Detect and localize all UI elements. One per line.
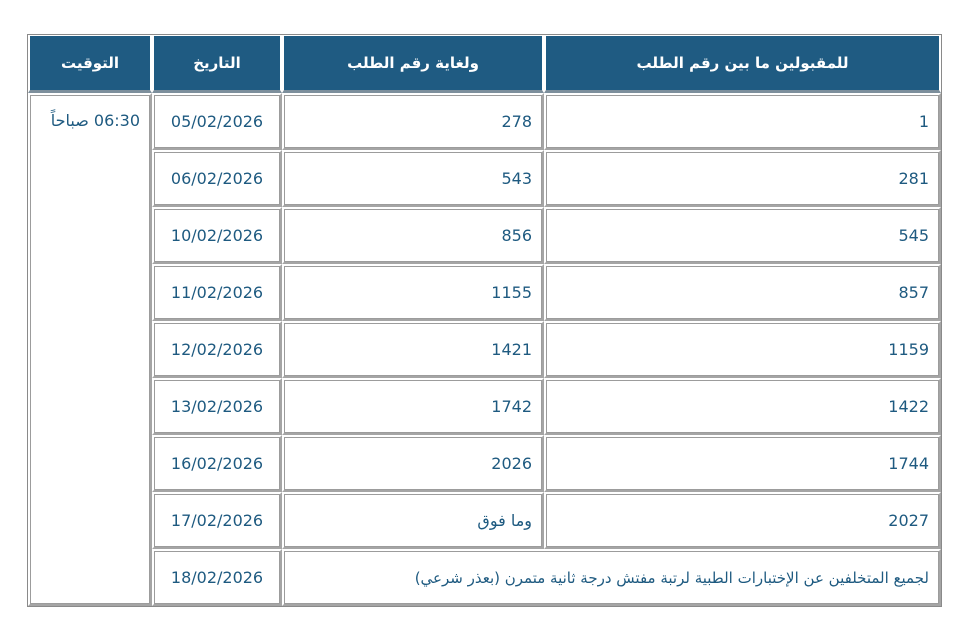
cell-date: 18/02/2026: [152, 549, 282, 606]
header-time: التوقيت: [28, 35, 152, 93]
cell-date: 12/02/2026: [152, 321, 282, 378]
cell-to: 1421: [282, 321, 544, 378]
cell-date: 05/02/2026: [152, 93, 282, 150]
schedule-table: [27, 34, 942, 607]
cell-from: 281: [544, 150, 941, 207]
cell-to: 1155: [282, 264, 544, 321]
cell-date: 10/02/2026: [152, 207, 282, 264]
cell-from: 1422: [544, 378, 941, 435]
cell-from: 2027: [544, 492, 941, 549]
cell-to: وما فوق: [282, 492, 544, 549]
cell-from: 1: [544, 93, 941, 150]
table-row: [28, 264, 941, 321]
cell-note: لجميع المتخلفين عن الإختبارات الطبية لرتبة مفتش درجة ثانية متمرن (بعذر شرعي): [282, 549, 941, 606]
cell-from: 857: [544, 264, 941, 321]
schedule-table-container: [27, 34, 940, 607]
cell-from: 1159: [544, 321, 941, 378]
table-row: [28, 435, 941, 492]
cell-to: 856: [282, 207, 544, 264]
cell-to: 2026: [282, 435, 544, 492]
table-header-row: [28, 35, 941, 93]
cell-to: 543: [282, 150, 544, 207]
table-row: [28, 207, 941, 264]
cell-from: 1744: [544, 435, 941, 492]
table-row: [28, 150, 941, 207]
table-row: [28, 321, 941, 378]
header-to: ولغاية رقم الطلب: [282, 35, 544, 93]
header-from: للمقبولين ما بين رقم الطلب: [544, 35, 941, 93]
cell-date: 06/02/2026: [152, 150, 282, 207]
cell-date: 16/02/2026: [152, 435, 282, 492]
table-row: [28, 93, 941, 150]
cell-to: 1742: [282, 378, 544, 435]
table-row-note: [28, 549, 941, 606]
cell-from: 545: [544, 207, 941, 264]
table-row: [28, 492, 941, 549]
cell-to: 278: [282, 93, 544, 150]
header-date: التاريخ: [152, 35, 282, 93]
cell-time: 06:30 صباحاً: [28, 93, 152, 606]
cell-date: 17/02/2026: [152, 492, 282, 549]
cell-date: 13/02/2026: [152, 378, 282, 435]
table-row: [28, 378, 941, 435]
cell-date: 11/02/2026: [152, 264, 282, 321]
